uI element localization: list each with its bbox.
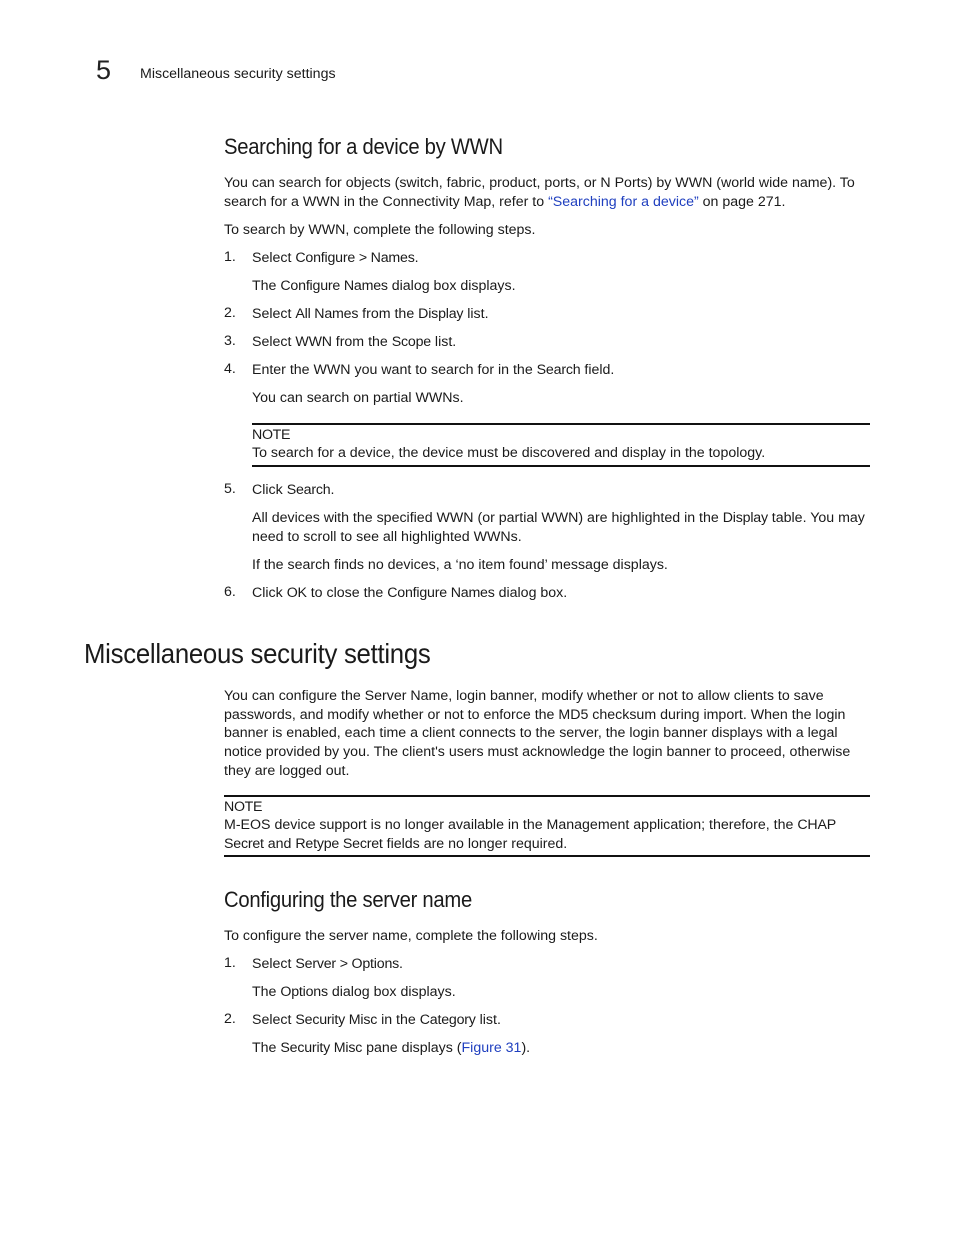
step-text: Select bbox=[252, 956, 296, 972]
step-text: ). bbox=[521, 1040, 531, 1056]
step-text: list. bbox=[430, 334, 457, 350]
chapter-number: 5 bbox=[96, 55, 112, 85]
step-6 bbox=[252, 584, 567, 603]
step-1 bbox=[252, 955, 403, 974]
step-text: dialog box displays. bbox=[387, 278, 516, 294]
step-2-result bbox=[252, 1039, 530, 1058]
step-number: 2. bbox=[224, 1011, 236, 1027]
step-text: Click bbox=[252, 585, 287, 601]
step-5 bbox=[252, 481, 334, 500]
intro-text: You can search for objects (switch, fabric, product, ports, or N Ports) by WWN (world wide name). To search for a WWN in the Connectivity Map, refer to bbox=[224, 175, 855, 210]
step-5-result-2: If the search finds no devices, a ‘no item found’ message displays. bbox=[252, 557, 668, 573]
note-text-part: M-EOS device support is no longer available in the Management application; therefore, the bbox=[224, 817, 798, 833]
paragraph-intro bbox=[224, 174, 870, 211]
ui-term: Retype Secret bbox=[295, 835, 383, 852]
paragraph-misc-body: You can configure the Server Name, login banner, modify whether or not to allow clients to save passwords, and modify whether or not to enforce the MD5 checksum during import. When the login banner is enabled, each time a client connects to the server, the login banner displays with a legal notice provided by you. The client's users must acknowledge the login banner to proceed, otherwise they are logged out. bbox=[224, 688, 851, 779]
step-number: 1. bbox=[224, 249, 236, 265]
step-text: Select bbox=[252, 334, 296, 350]
step-text: . bbox=[330, 482, 335, 498]
section-heading-server-name: Configuring the server name bbox=[224, 887, 472, 912]
step-4 bbox=[252, 361, 614, 380]
step-text: Select bbox=[252, 1012, 296, 1028]
step-text: The bbox=[252, 1040, 281, 1056]
step-text: The bbox=[252, 278, 281, 294]
ui-term: Search bbox=[286, 482, 331, 498]
link-searching-for-device[interactable]: “Searching for a device” bbox=[548, 193, 699, 210]
ui-term: All Names bbox=[295, 306, 359, 322]
step-text: All devices with the specified WWN (or partial WWN) are highlighted in the bbox=[252, 510, 723, 526]
ui-term: Server > Options bbox=[295, 956, 400, 972]
ui-term: Security Misc bbox=[295, 1012, 378, 1028]
step-text: to close the bbox=[306, 585, 388, 601]
paragraph-lead: To search by WWN, complete the following steps. bbox=[224, 222, 536, 238]
step-text: Enter the WWN you want to search for in the bbox=[252, 362, 537, 378]
step-4-result: You can search on partial WWNs. bbox=[252, 390, 464, 406]
note-box bbox=[252, 423, 870, 467]
paragraph-lead: To configure the server name, complete the following steps. bbox=[224, 928, 598, 944]
step-number: 2. bbox=[224, 305, 236, 321]
ui-term: OK bbox=[286, 585, 307, 601]
step-text: Select bbox=[252, 250, 296, 266]
step-text: from the bbox=[358, 306, 419, 322]
ui-term: Search bbox=[536, 362, 581, 378]
ui-term: Scope bbox=[391, 334, 431, 350]
ui-term: Display bbox=[722, 510, 768, 526]
note-text-part: and bbox=[263, 835, 296, 852]
step-text: The bbox=[252, 984, 281, 1000]
step-text: list. bbox=[475, 1012, 501, 1028]
step-text: from the bbox=[331, 334, 392, 350]
note-label: NOTE bbox=[252, 427, 291, 443]
step-3 bbox=[252, 333, 456, 352]
intro-text-end: on page 271. bbox=[698, 193, 786, 210]
step-number: 5. bbox=[224, 481, 236, 497]
section-heading-search-wwn: Searching for a device by WWN bbox=[224, 134, 503, 159]
note-text bbox=[224, 816, 870, 853]
step-number: 4. bbox=[224, 361, 236, 377]
step-text: Click bbox=[252, 482, 287, 498]
step-text: table. You may need to scroll to see all highlighted WWNs. bbox=[252, 510, 865, 545]
step-text: dialog box displays. bbox=[327, 984, 456, 1000]
step-text: in the bbox=[377, 1012, 420, 1028]
ui-term: Configure Names bbox=[387, 585, 495, 601]
step-2 bbox=[252, 1011, 501, 1030]
step-1-result bbox=[252, 277, 516, 296]
step-text: Select bbox=[252, 306, 296, 322]
step-1 bbox=[252, 249, 419, 268]
link-figure-31[interactable]: Figure 31 bbox=[461, 1040, 522, 1056]
note-box bbox=[224, 795, 870, 857]
ui-term: Configure > Names bbox=[295, 250, 415, 266]
step-1-result bbox=[252, 983, 456, 1002]
step-text: field. bbox=[580, 362, 615, 378]
step-text: . bbox=[399, 956, 403, 972]
step-text: dialog box. bbox=[494, 585, 568, 601]
note-text: To search for a device, the device must be discovered and display in the topology. bbox=[252, 445, 766, 461]
ui-term: Category bbox=[419, 1012, 476, 1028]
step-number: 1. bbox=[224, 955, 236, 971]
ui-term: CHAP Secret bbox=[224, 817, 836, 852]
step-number: 6. bbox=[224, 584, 236, 600]
running-header: Miscellaneous security settings bbox=[140, 66, 336, 82]
ui-term: Display bbox=[418, 306, 464, 322]
ui-term: Options bbox=[280, 984, 328, 1000]
step-number: 3. bbox=[224, 333, 236, 349]
section-heading-misc-security: Miscellaneous security settings bbox=[84, 638, 431, 669]
step-text: pane displays ( bbox=[362, 1040, 462, 1056]
ui-term: Configure Names bbox=[280, 278, 388, 294]
note-label: NOTE bbox=[224, 799, 263, 815]
note-text-part: fields are no longer required. bbox=[382, 835, 568, 852]
step-text: list. bbox=[463, 306, 489, 322]
step-2 bbox=[252, 305, 489, 324]
step-5-result bbox=[252, 509, 870, 546]
ui-term: Security Misc bbox=[280, 1040, 363, 1056]
step-text: . bbox=[414, 250, 419, 266]
ui-term: WWN bbox=[295, 334, 332, 350]
